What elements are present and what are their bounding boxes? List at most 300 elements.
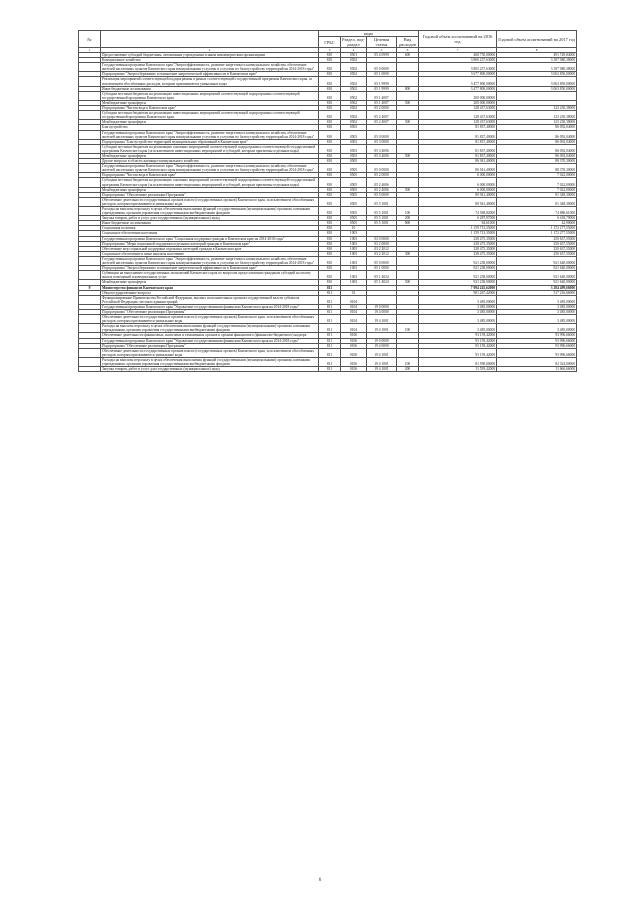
cell-a: 921 238,00000 (419, 280, 497, 285)
cell-r: 0502 (341, 91, 367, 100)
cell-r: 0502 (341, 100, 367, 105)
cell-n (79, 77, 101, 86)
cell-n (79, 348, 101, 357)
cell-name: Социальная политика (101, 226, 319, 231)
cell-r: 1003 (341, 236, 367, 241)
cell-r: 0503 (341, 144, 367, 153)
cell-n (79, 130, 101, 139)
cell-g: 811 (319, 315, 341, 324)
cell-r: 1003 (341, 266, 367, 271)
cell-a: 6 287,97000 (419, 216, 497, 221)
table-row (79, 63, 577, 72)
cell-b: 42,90000 (497, 221, 577, 226)
cell-g: 810 (319, 236, 341, 241)
cell-b: 3 063 850,00000 (497, 77, 577, 86)
cell-v: 500 (397, 280, 419, 285)
cell-name: Субсидии местным бюджетам на реализацию инвестиционных мероприятий соответствующей подпрограммы соответствующей государственной программы Камчатского края (101, 111, 319, 120)
cell-c: 19 4 0000 (367, 343, 397, 348)
cell-r: 0505 (341, 197, 367, 206)
cell-name: Расходы на выплаты персоналу в целях обеспечения выполнения функций государственными (муниципальными) органами, казенными учреждениями, органами управления государственными внебюджетными фондами (101, 357, 319, 366)
cell-n (79, 315, 101, 324)
cell-r: 0505 (341, 173, 367, 178)
cell-name: Межбюджетные трансферты (101, 100, 319, 105)
cell-a: 200 000,00000 (419, 100, 497, 105)
cell-v (397, 315, 419, 324)
cell-b: 921 640,00000 (497, 256, 577, 265)
cell-g: 810 (319, 111, 341, 120)
cell-c: 05 2 0000 (367, 106, 397, 111)
header-csr: Целевая статья (367, 37, 397, 48)
cell-g: 811 (319, 338, 341, 343)
cell-r: 0501 (341, 53, 367, 58)
table-row (79, 207, 577, 216)
cell-v (397, 256, 419, 265)
cell-a: 6 000,00000 (419, 187, 497, 192)
cell-name: Государственная программа Камчатского края "Энергоэффективность, развитие энергетики и коммунального хозяйства, обеспечение жителей населенных пунктов Камчатского края коммунальными услугами и услугами по благоустройству территорий на 2014-2018 годы" (101, 130, 319, 139)
cell-r: 1003 (341, 241, 367, 246)
cell-c: 19 4 1001 (367, 357, 397, 366)
cell-r: 0505 (341, 159, 367, 164)
cell-c: 05 1 4024 (367, 271, 397, 280)
cell-c: 03 2 0000 (367, 241, 397, 246)
table-row (79, 348, 577, 357)
cell-n (79, 164, 101, 173)
cell-c: 05 3 4006 (367, 144, 397, 153)
cell-c: 05 3 0000 (367, 139, 397, 144)
page-number: 6 (318, 878, 322, 883)
table-row (79, 357, 577, 366)
cell-b: 250 637,55000 (497, 251, 577, 256)
table-row (79, 315, 577, 324)
cell-g: 810 (319, 86, 341, 91)
cell-name: Благоустройство (101, 125, 319, 130)
cell-r: 0505 (341, 221, 367, 226)
cell-v (397, 130, 419, 139)
budget-table (78, 30, 577, 372)
cell-r: 0503 (341, 130, 367, 139)
cell-g: 810 (319, 246, 341, 251)
cell-c: 19 0 0000 (367, 304, 397, 309)
cell-n (79, 63, 101, 72)
cell-a: 81 837,40000 (419, 153, 497, 158)
cell-g: 810 (319, 63, 341, 72)
cell-r: 0104 (341, 295, 367, 304)
cell-c: 05 1 4007 (367, 91, 397, 100)
cell-a: 3 485,00000 (419, 304, 497, 309)
cell-r: 1003 (341, 256, 367, 265)
cell-c: 05 0 0000 (367, 256, 397, 265)
cell-b: 3 063 850,00000 (497, 86, 577, 91)
cell-a: 80 941,40000 (419, 192, 497, 197)
cell-a: 93 159,42000 (419, 343, 497, 348)
cell-v: 200 (397, 216, 419, 221)
cell-g: 810 (319, 159, 341, 164)
table-body (79, 53, 577, 372)
cell-b: 93 996,66000 (497, 348, 577, 357)
cell-name: Предоставление субсидий бюджетным, автономным учреждениям и иным некоммерческим организациям (101, 53, 319, 58)
cell-v (397, 91, 419, 100)
cell-b: 7 022,00000 (497, 187, 577, 192)
cell-a: 238 475,35000 (419, 236, 497, 241)
cell-c: 19 4 1001 (367, 348, 397, 357)
cell-r: 0505 (341, 178, 367, 187)
cell-b: 6 418,79000 (497, 216, 577, 221)
cell-name: Государственная программа Камчатского края "Энергоэффективность, развитие энергетики и коммунального хозяйства, обеспечение жителей населенных пунктов Камчатского края коммунальными услугами и услугами по благоустройству территорий на 2014-2018 годы" (101, 63, 319, 72)
budget-table-page (78, 30, 576, 372)
cell-b: 123 230,38000 (497, 120, 577, 125)
cell-c: 05 3 4006 (367, 153, 397, 158)
cell-b: 86 092,04000 (497, 153, 577, 158)
cell-g: 810 (319, 207, 341, 216)
index-cell: 7 (419, 48, 497, 53)
cell-b: 250 637,55000 (497, 241, 577, 246)
cell-g: 810 (319, 77, 341, 86)
cell-r: 0104 (341, 304, 367, 309)
cell-r: 0505 (341, 192, 367, 197)
cell-a: 81 837,40000 (419, 125, 497, 130)
cell-c: 03 0 0000 (367, 236, 397, 241)
cell-name: Подпрограмма "Энергосбережение и повышение энергетической эффективности в Камчатском крае" (101, 72, 319, 77)
cell-g: 810 (319, 91, 341, 100)
cell-b: 93 996,66000 (497, 333, 577, 338)
cell-b: 921 640,00000 (497, 271, 577, 280)
cell-name: Коммунальное хозяйство (101, 58, 319, 63)
cell-a: 80 941,40000 (419, 197, 497, 206)
cell-b: 3 485,00000 (497, 309, 577, 314)
cell-name: Социальное обеспечение населения (101, 231, 319, 236)
cell-g: 810 (319, 266, 341, 271)
cell-r: 0502 (341, 111, 367, 120)
cell-b: 3 187 080,38000 (497, 63, 577, 72)
cell-n (79, 295, 101, 304)
cell-v (397, 178, 419, 187)
cell-g: 810 (319, 271, 341, 280)
cell-a: 86 941,40000 (419, 159, 497, 164)
cell-name: Подпрограмма "Обеспечение реализации Программы" (101, 309, 319, 314)
cell-g: 810 (319, 256, 341, 265)
cell-name: Закупка товаров, работ и услуг для государственных (муниципальных) нужд (101, 367, 319, 372)
cell-a: 81 837,40000 (419, 139, 497, 144)
cell-name: Подпрограмма "Обеспечение реализации Программы" (101, 343, 319, 348)
cell-n (79, 91, 101, 100)
cell-a: 3 477 800,00000 (419, 77, 497, 86)
cell-r: 0505 (341, 207, 367, 216)
cell-a: 6 000,00000 (419, 173, 497, 178)
cell-g: 810 (319, 144, 341, 153)
cell-r: 1003 (341, 246, 367, 251)
cell-c: 19 4 1001 (367, 315, 397, 324)
cell-name: Иные бюджетные ассигнования (101, 86, 319, 91)
cell-b (497, 91, 577, 100)
cell-b: 93 996,66000 (497, 338, 577, 343)
cell-v (397, 164, 419, 173)
cell-g: 810 (319, 53, 341, 58)
cell-b: 921 640,00000 (497, 266, 577, 271)
cell-c: 05 2 4006 (367, 187, 397, 192)
cell-b: 88 370,30000 (497, 159, 577, 164)
cell-c: 05 5 1001 (367, 216, 397, 221)
cell-r: 0106 (341, 333, 367, 338)
cell-name: Министерство финансов Камчатского края (101, 285, 319, 290)
cell-n: 9 (79, 285, 101, 290)
cell-r: 0502 (341, 86, 367, 91)
cell-name: Обеспечение деятельности государственных органов власти (государственных органов) Камчатского края, за исключением обособленных расходов, которым присваиваются уникальные коды (101, 348, 319, 357)
cell-a: 6 000,00000 (419, 178, 497, 187)
cell-a: 128 437,63000 (419, 120, 497, 125)
cell-b: 3 063 850,00000 (497, 72, 577, 77)
header-2017: Годовой объем ассигнований на 2017 год (497, 31, 577, 48)
index-cell: 4 (341, 48, 367, 53)
cell-a: 468 750,00000 (419, 53, 497, 58)
cell-a: 921 238,00000 (419, 256, 497, 265)
cell-a: 93 159,42000 (419, 338, 497, 343)
index-cell: 8 (497, 48, 577, 53)
cell-r: 0502 (341, 58, 367, 63)
cell-n (79, 197, 101, 206)
cell-name: Обеспечение мер социальной поддержки отдельных категорий граждан в Камчатском крае (101, 246, 319, 251)
cell-n (79, 144, 101, 153)
cell-r: 0106 (341, 357, 367, 366)
cell-c: 19 4 1001 (367, 324, 397, 333)
cell-g: 810 (319, 231, 341, 236)
cell-r: 0104 (341, 315, 367, 324)
cell-b: 921 640,00000 (497, 280, 577, 285)
cell-name: Субсидии местным бюджетам на реализацию основных мероприятий соответствующей подпрограммы соответствующей государственной программы Камчатского края (за исключением инвестиционных мероприятий и субсидий, которым присвоены отдельные коды) (101, 178, 319, 187)
cell-name: Государственная программа Камчатского края "Социальная поддержка граждан в Камчатском крае на 2014-2018 годы" (101, 236, 319, 241)
cell-b: 86 092,04000 (497, 125, 577, 130)
cell-v: 500 (397, 100, 419, 105)
cell-g: 810 (319, 221, 341, 226)
cell-name: Иные бюджетные ассигнования (101, 221, 319, 226)
cell-v (397, 144, 419, 153)
cell-g: 810 (319, 187, 341, 192)
cell-c: 03 2 2012 (367, 246, 397, 251)
cell-b: 81 348,30000 (497, 197, 577, 206)
cell-r: 1003 (341, 280, 367, 285)
cell-a: 200 000,00000 (419, 91, 497, 100)
cell-a: 81 837,40000 (419, 130, 497, 139)
cell-a: 3 485,00000 (419, 324, 497, 333)
cell-name: Субвенции на выполнение государственных полномочий Камчатского края по вопросам предоставления гражданам субсидий на оплату жилых помещений и коммунальных услуг (101, 271, 319, 280)
cell-name: Подпрограмма "Меры социальной поддержки отдельных категорий граждан в Камчатском крае" (101, 241, 319, 246)
cell-v: 100 (397, 324, 419, 333)
cell-r: 0106 (341, 367, 367, 372)
cell-a: 128 437,63000 (419, 106, 497, 111)
cell-name: Подпрограмма "Обеспечение реализации Программы" (101, 192, 319, 197)
cell-b: 93 996,66000 (497, 343, 577, 348)
cell-b: 11 666,66000 (497, 367, 577, 372)
cell-v (397, 348, 419, 357)
cell-c: 05 1 9999 (367, 77, 397, 86)
cell-a: 238 475,35000 (419, 251, 497, 256)
cell-name: Обеспечение деятельности государственных органов власти (государственных органов) Камчатского края, за исключением обособленных расходов, которым присваиваются уникальные коды (101, 197, 319, 206)
cell-v (397, 197, 419, 206)
cell-r: 0505 (341, 216, 367, 221)
cell-c: 05 2 4007 (367, 111, 397, 120)
cell-g: 810 (319, 251, 341, 256)
cell-v: 100 (397, 207, 419, 216)
cell-v (397, 295, 419, 304)
cell-v: 800 (397, 86, 419, 91)
table-row (79, 197, 577, 206)
table-row (79, 271, 577, 280)
cell-a: 921 238,00000 (419, 271, 497, 280)
cell-g: 810 (319, 125, 341, 130)
cell-g: 810 (319, 130, 341, 139)
cell-r: 0104 (341, 309, 367, 314)
cell-g: 810 (319, 58, 341, 63)
cell-a: 84,61000 (419, 221, 497, 226)
cell-c: 05 0 0000 (367, 164, 397, 173)
cell-v: 200 (397, 367, 419, 372)
cell-name: Расходы на выплаты персоналу в целях обеспечения выполнения функций государственными (муниципальными) органами, казенными учреждениями, органами управления государственными внебюджетными фондами (101, 324, 319, 333)
cell-a: 11 559,42000 (419, 367, 497, 372)
cell-a: 3 477 800,00000 (419, 86, 497, 91)
cell-g: 810 (319, 192, 341, 197)
cell-g: 811 (319, 309, 341, 314)
cell-g: 810 (319, 106, 341, 111)
cell-r: 0502 (341, 106, 367, 111)
cell-a: 3 677 800,00000 (419, 72, 497, 77)
cell-r: 0106 (341, 338, 367, 343)
cell-v: 500 (397, 153, 419, 158)
cell-r: 0503 (341, 153, 367, 158)
header-number: № (79, 31, 101, 48)
cell-a: 81 837,40000 (419, 144, 497, 153)
cell-b: 86 092,04000 (497, 130, 577, 139)
cell-b: 3 284 499,66000 (497, 285, 577, 290)
table-row (79, 77, 577, 86)
cell-c: 19 4 0000 (367, 309, 397, 314)
header-2016: Годовой объем ассигнований на 2016 год (419, 31, 497, 48)
cell-name: Субсидии местным бюджетам на реализацию основных мероприятий соответствующей подпрограммы соответствующей государственной программы Камчатского края (за исключением инвестиционных мероприятий и субсидий, которым присвоены отдельные коды) (101, 144, 319, 153)
cell-a: 128 437,63000 (419, 111, 497, 120)
header-codes: коды (319, 31, 419, 37)
cell-g: 810 (319, 153, 341, 158)
cell-b: 517 216,66000 (497, 290, 577, 295)
cell-c: 05 5 0000 (367, 192, 397, 197)
cell-c: 03 2 2012 (367, 251, 397, 256)
cell-c: 19 4 1001 (367, 367, 397, 372)
cell-v (397, 63, 419, 72)
cell-g: 810 (319, 72, 341, 77)
cell-b: 3 485,00000 (497, 324, 577, 333)
table-row (79, 324, 577, 333)
cell-g: 811 (319, 290, 341, 295)
cell-name: Обеспечение деятельности финансовых, налоговых и таможенных органов и органов финансового (финансово-бюджетного) надзора (101, 333, 319, 338)
cell-name: Подпрограмма "Чистая вода в Камчатском крае" (101, 173, 319, 178)
cell-n (79, 111, 101, 120)
cell-a: 93 159,42000 (419, 333, 497, 338)
cell-name: Реализация мероприятий соответствующей подпрограммы в рамках соответствующей государственной программы Камчатского края, за исключением обособленных расходов, которым присваиваются уникальные коды (101, 77, 319, 86)
table-row (79, 111, 577, 120)
cell-r: 0104 (341, 324, 367, 333)
cell-name: Межбюджетные трансферты (101, 280, 319, 285)
cell-v (397, 111, 419, 120)
cell-name: Подпрограмма "Энергосбережение и повышение энергетической эффективности в Камчатском крае" (101, 266, 319, 271)
cell-b: 123 230,38000 (497, 111, 577, 120)
cell-b: 74 886,61000 (497, 207, 577, 216)
cell-c: 05 1 4007 (367, 100, 397, 105)
table-row (79, 295, 577, 304)
cell-n (79, 256, 101, 265)
cell-a: 3 485,00000 (419, 309, 497, 314)
cell-b: 1 172 277,55000 (497, 226, 577, 231)
cell-b: 86 092,04000 (497, 144, 577, 153)
cell-name: Расходы на выплаты персоналу в целях обеспечения выполнения функций государственными (муниципальными) органами, казенными учреждениями, органами управления государственными внебюджетными фондами (101, 207, 319, 216)
cell-name: Государственная программа Камчатского края "Энергоэффективность, развитие энергетики и коммунального хозяйства, обеспечение жителей населенных пунктов Камчатского края коммунальными услугами и услугами по благоустройству территорий на 2014-2018 годы" (101, 164, 319, 173)
cell-v: 800 (397, 221, 419, 226)
cell-r: 0503 (341, 139, 367, 144)
cell-r: 0502 (341, 77, 367, 86)
cell-name: Другие вопросы в области жилищно-коммунального хозяйства (101, 159, 319, 164)
cell-name: Государственная программа Камчатского края "Энергоэффективность, развитие энергетики и коммунального хозяйства, обеспечение жителей населенных пунктов Камчатского края коммунальными услугами и услугами по благоустройству территорий на 2014-2018 годы" (101, 256, 319, 265)
cell-r: 10 (341, 226, 367, 231)
cell-n (79, 367, 101, 372)
cell-n (79, 357, 101, 366)
cell-b: 3 485,00000 (497, 295, 577, 304)
cell-b: 88 370,30000 (497, 164, 577, 173)
cell-r: 0503 (341, 125, 367, 130)
table-row (79, 367, 577, 372)
cell-a: 3 485,00000 (419, 295, 497, 304)
cell-c: 05 5 1001 (367, 197, 397, 206)
cell-c: 05 2 4006 (367, 178, 397, 187)
cell-g: 810 (319, 197, 341, 206)
cell-g: 811 (319, 357, 341, 366)
cell-b: 7 022,00000 (497, 178, 577, 187)
cell-name: Государственная программа Камчатского края "Управление государственными финансами Камчатского края на 2014-2018 годы" (101, 338, 319, 343)
cell-b: 86 092,04000 (497, 139, 577, 144)
cell-g: 811 (319, 285, 341, 290)
cell-r: 0502 (341, 120, 367, 125)
cell-v (397, 77, 419, 86)
header-razdel: Раздел, под-раздел (342, 37, 365, 47)
cell-r: 0502 (341, 63, 367, 72)
cell-v: 600 (397, 53, 419, 58)
cell-a: 3 485,00000 (419, 315, 497, 324)
cell-c: 05 5 1001 (367, 221, 397, 226)
table-row (79, 178, 577, 187)
cell-g: 811 (319, 367, 341, 372)
cell-c: 05 0 0000 (367, 130, 397, 139)
cell-r: 1003 (341, 231, 367, 236)
cell-g: 810 (319, 100, 341, 105)
cell-g: 810 (319, 226, 341, 231)
cell-a: 1 159 713,35000 (419, 231, 497, 236)
cell-b: 3 485,00000 (497, 304, 577, 309)
cell-name: Межбюджетные трансферты (101, 153, 319, 158)
table-row (79, 164, 577, 173)
cell-name: Государственная программа Камчатского края "Управление государственными финансами Камчатского края на 2014-2018 годы" (101, 304, 319, 309)
cell-a: 901 267,42000 (419, 290, 497, 295)
cell-c: 05 1 0000 (367, 72, 397, 77)
cell-g: 810 (319, 164, 341, 173)
cell-a: 921 238,00000 (419, 266, 497, 271)
cell-a: 86 941,40000 (419, 164, 497, 173)
cell-name: Межбюджетные трансферты (101, 187, 319, 192)
cell-a: 1 159 713,35000 (419, 226, 497, 231)
cell-c: 05 5 1001 (367, 207, 397, 216)
index-cell: 6 (397, 48, 419, 53)
cell-a: 81 590,00000 (419, 357, 497, 366)
cell-a: 3 806 237,63000 (419, 58, 497, 63)
cell-name: Субсидии местным бюджетам на реализацию инвестиционных мероприятий соответствующей подпрограммы соответствующей государственной программы Камчатского края (101, 91, 319, 100)
cell-name: Функционирование Правительства Российской Федерации, высших исполнительных органов государственной власти субъектов Российской Федерации, местных администраций (101, 295, 319, 304)
cell-b: 123 230,38000 (497, 106, 577, 111)
cell-a: 93 159,42000 (419, 348, 497, 357)
cell-c: 05 1 9999 (367, 86, 397, 91)
